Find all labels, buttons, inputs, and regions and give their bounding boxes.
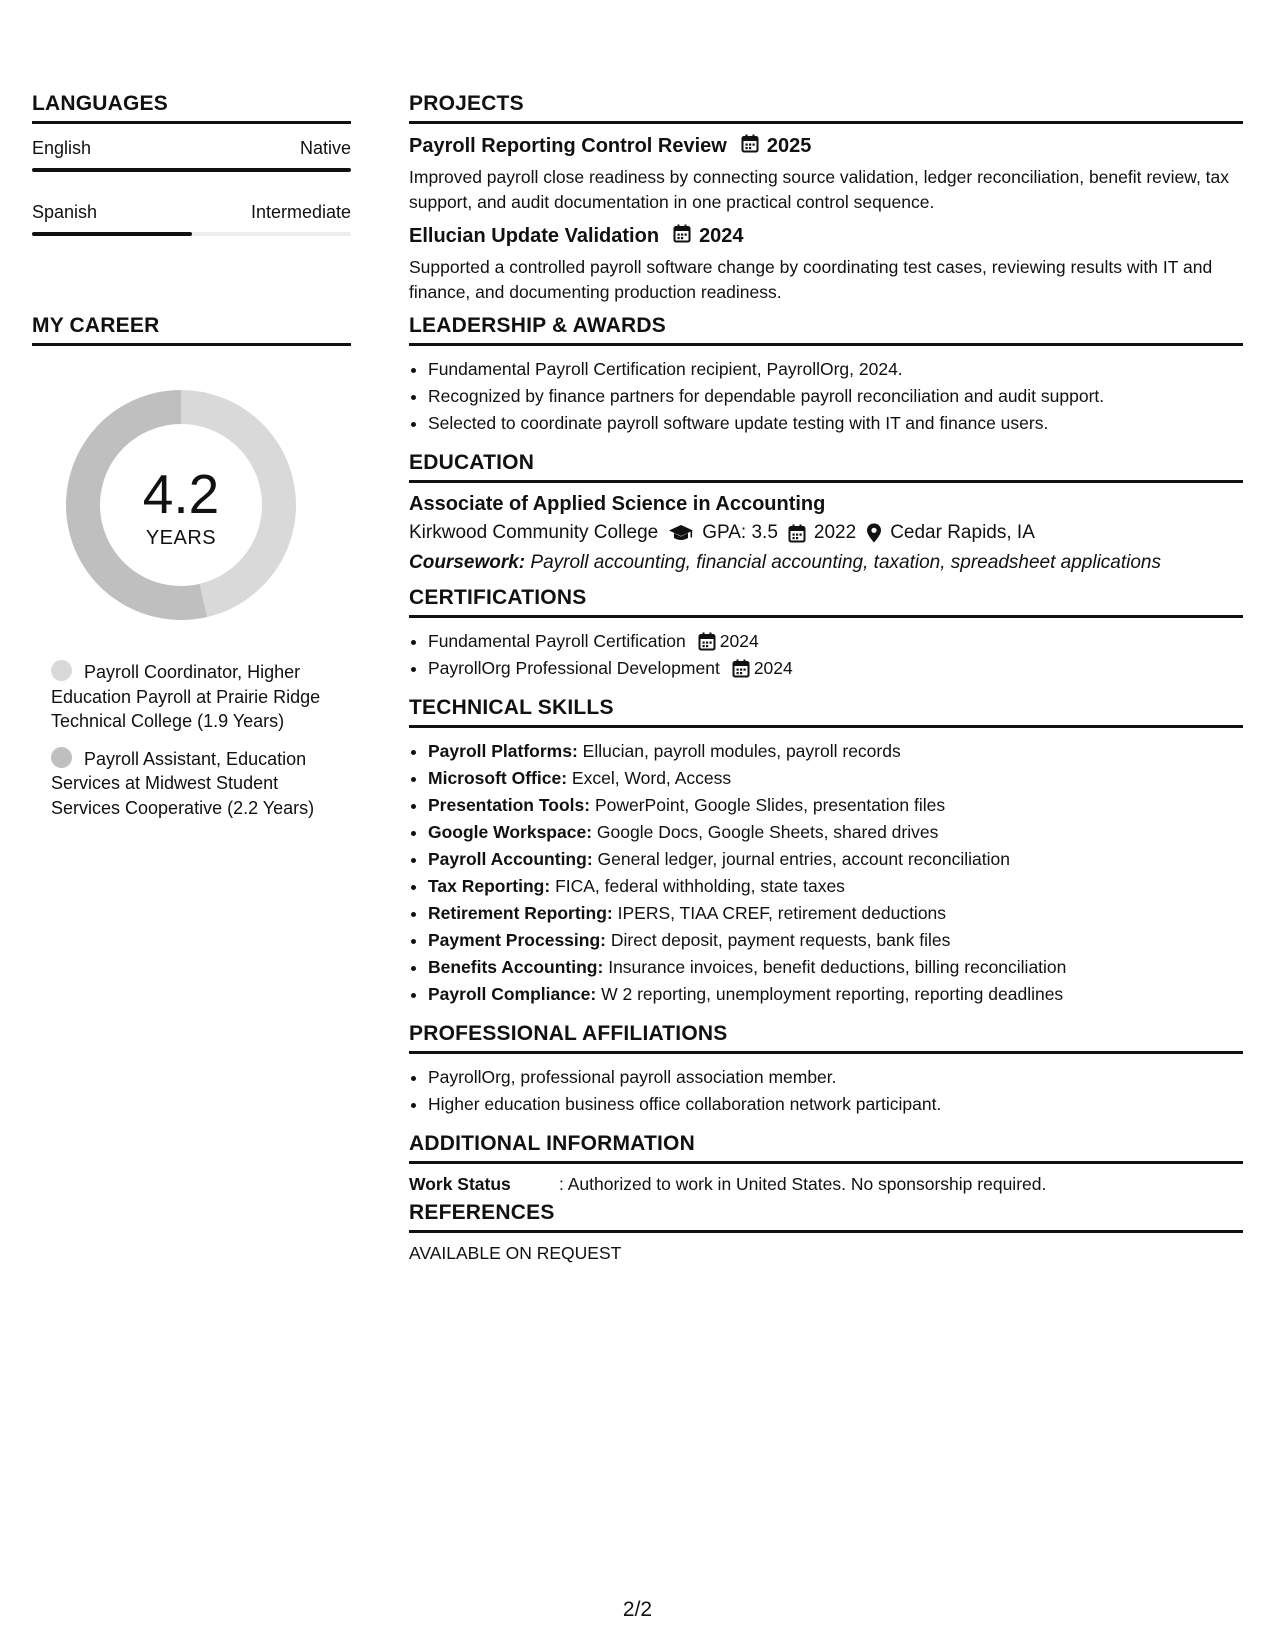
certification-item	[428, 655, 1243, 682]
references-text: AVAILABLE ON REQUEST	[409, 1243, 622, 1263]
skill-item	[428, 927, 1243, 954]
skill-label: Benefits Accounting:	[428, 957, 604, 977]
project-title-row	[409, 224, 1243, 249]
career-title: MY CAREER	[32, 314, 351, 346]
career-legend-label: Payroll Coordinator, Higher Education Payroll at Prairie Ridge Technical College (1.9 Years)	[51, 662, 321, 731]
skill-label: Payment Processing:	[428, 930, 606, 950]
languages-title: LANGUAGES	[32, 92, 351, 124]
skills-list	[409, 738, 1243, 1008]
career-total-label: YEARS	[145, 527, 217, 549]
career-legend	[51, 660, 331, 820]
calendar-icon	[741, 134, 759, 159]
leadership-item: • Recognized by finance partners for dependable payroll reconciliation and audit support.	[428, 383, 1243, 410]
skill-item	[428, 981, 1243, 1008]
skill-label: Google Workspace:	[428, 822, 593, 842]
leadership-list	[409, 356, 1243, 437]
education-details	[409, 522, 1243, 544]
language-name: Spanish	[32, 202, 98, 222]
additional-info-title: ADDITIONAL INFORMATION	[409, 1132, 1243, 1164]
skills-title: TECHNICAL SKILLS	[409, 696, 1243, 728]
skill-value: Insurance invoices, benefit deductions, billing reconciliation	[608, 957, 1067, 977]
left-column	[32, 92, 351, 833]
language-proficiency-bar	[32, 168, 351, 172]
skill-value: FICA, federal withholding, state taxes	[555, 876, 845, 896]
skill-item	[428, 954, 1243, 981]
legend-dot	[51, 660, 72, 681]
skill-value: Ellucian, payroll modules, payroll records	[582, 741, 901, 761]
graduation-cap-icon	[668, 524, 694, 542]
career-donut-chart	[66, 390, 296, 620]
language-row	[32, 138, 351, 159]
skill-label: Retirement Reporting:	[428, 903, 613, 923]
skill-label: Payroll Accounting:	[428, 849, 593, 869]
right-column	[409, 92, 1243, 1264]
affiliation-item: • PayrollOrg, professional payroll association member.	[428, 1064, 1243, 1091]
education-school: Kirkwood Community College	[409, 522, 659, 543]
certifications-list	[409, 628, 1243, 682]
certification-year: 2024	[753, 658, 793, 678]
skill-value: Excel, Word, Access	[571, 768, 732, 788]
skill-item	[428, 900, 1243, 927]
references-title: REFERENCES	[409, 1201, 1243, 1233]
project-name: Payroll Reporting Control Review	[409, 135, 727, 157]
language-proficiency-fill	[32, 232, 192, 236]
affiliations-title: PROFESSIONAL AFFILIATIONS	[409, 1022, 1243, 1054]
language-item	[32, 202, 351, 236]
skill-value: Direct deposit, payment requests, bank files	[610, 930, 951, 950]
coursework-label: Coursework:	[409, 552, 526, 573]
work-status-row	[409, 1174, 1243, 1195]
skill-item	[428, 792, 1243, 819]
career-total-years: 4.2	[142, 463, 220, 525]
education-location: Cedar Rapids, IA	[890, 522, 1035, 543]
project-name: Ellucian Update Validation	[409, 225, 660, 247]
skill-value: PowerPoint, Google Slides, presentation files	[594, 795, 946, 815]
certifications-title: CERTIFICATIONS	[409, 586, 1243, 618]
skill-label: Payroll Platforms:	[428, 741, 578, 761]
language-level: Native	[299, 138, 351, 158]
affiliations-list	[409, 1064, 1243, 1118]
certification-row	[428, 628, 1243, 655]
project-title-row	[409, 134, 1243, 159]
languages-list	[32, 138, 351, 236]
location-pin-icon	[866, 523, 882, 543]
project-description: Supported a controlled payroll software change by coordinating test cases, reviewing results with IT and finance, and documenting production readiness.	[409, 257, 1213, 302]
page-number: 2/2	[622, 1598, 653, 1621]
skill-item	[428, 738, 1243, 765]
calendar-icon	[698, 632, 716, 651]
certification-item	[428, 628, 1243, 655]
skill-item	[428, 765, 1243, 792]
skill-label: Microsoft Office:	[428, 768, 568, 788]
skill-item	[428, 846, 1243, 873]
language-level: Intermediate	[250, 202, 351, 222]
leadership-item: • Fundamental Payroll Certification recipient, PayrollOrg, 2024.	[428, 356, 1243, 383]
certification-name: • Fundamental Payroll Certification	[428, 631, 686, 651]
coursework-text: Payroll accounting, financial accounting, taxation, spreadsheet applications	[530, 552, 1161, 573]
skill-value: Google Docs, Google Sheets, shared drives	[596, 822, 939, 842]
education-year: 2022	[813, 522, 857, 543]
career-legend-item	[51, 747, 331, 821]
project-description: Improved payroll close readiness by connecting source validation, ledger reconciliation, benefit review, tax support, and audit documentation in one practical control sequence.	[409, 167, 1230, 212]
language-item	[32, 138, 351, 172]
calendar-icon	[788, 524, 806, 543]
skill-item	[428, 819, 1243, 846]
education-gpa: GPA: 3.5	[702, 522, 778, 543]
calendar-icon	[732, 659, 750, 678]
affiliation-item: • Higher education business office collaboration network participant.	[428, 1091, 1243, 1118]
skill-label: Presentation Tools:	[428, 795, 591, 815]
language-name: English	[32, 138, 92, 158]
certification-row	[428, 655, 1243, 682]
skill-value: General ledger, journal entries, account reconciliation	[597, 849, 1010, 869]
skill-label: Payroll Compliance:	[428, 984, 597, 1004]
certification-year: 2024	[719, 631, 759, 651]
skill-value: W 2 reporting, unemployment reporting, reporting deadlines	[601, 984, 1064, 1004]
education-degree: Associate of Applied Science in Accounting	[409, 493, 826, 515]
language-proficiency-fill	[32, 168, 351, 172]
education-coursework	[409, 552, 1243, 574]
project-year: 2024	[699, 225, 744, 247]
skill-label: Tax Reporting:	[428, 876, 551, 896]
projects-list	[409, 134, 1243, 304]
work-status-value: : Authorized to work in United States. No sponsorship required.	[559, 1174, 1047, 1194]
project-year: 2025	[766, 135, 812, 157]
career-legend-label: Payroll Assistant, Education Services at Midwest Student Services Cooperative (2.2 Years)	[51, 748, 315, 818]
certification-name: • PayrollOrg Professional Development	[428, 658, 720, 678]
language-row	[32, 202, 351, 223]
work-status-label: Work Status	[409, 1174, 511, 1194]
language-proficiency-bar	[32, 232, 351, 236]
legend-dot	[51, 747, 72, 768]
education-title: EDUCATION	[409, 451, 1243, 483]
leadership-item: • Selected to coordinate payroll software update testing with IT and finance users.	[428, 410, 1243, 437]
skill-item	[428, 873, 1243, 900]
calendar-icon	[673, 224, 691, 249]
skill-value: IPERS, TIAA CREF, retirement deductions	[617, 903, 947, 923]
projects-title: PROJECTS	[409, 92, 1243, 124]
leadership-title: LEADERSHIP & AWARDS	[409, 314, 1243, 346]
career-legend-item	[51, 660, 331, 734]
